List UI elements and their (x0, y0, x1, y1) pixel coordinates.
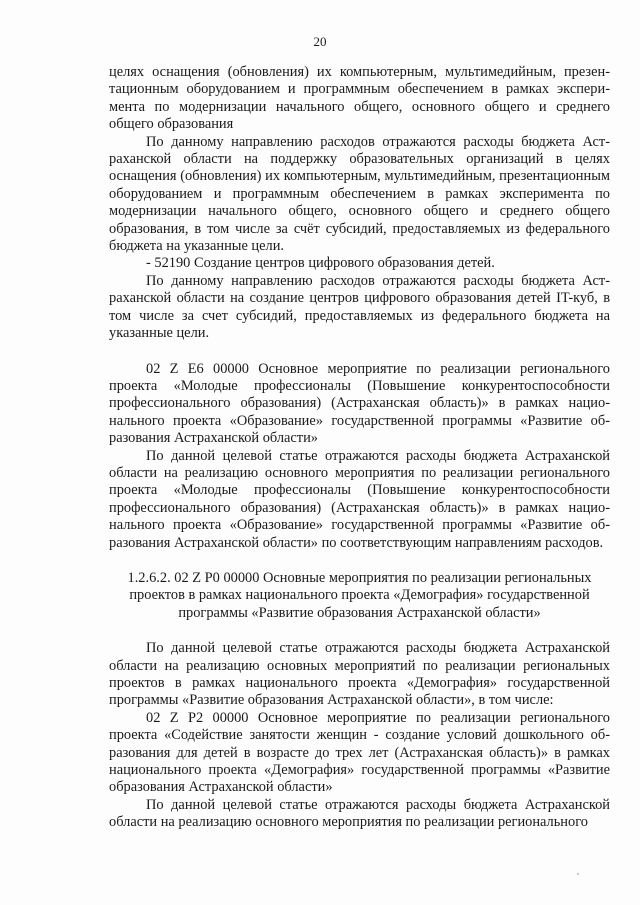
paragraph-article-02ZP2: 02 Z P2 00000 Основное мероприятие по реализации регионального проекта «Содействие занятости женщин - создание условий дошкольного образования для детей в возрасте до трех лет (Астраханская область)» в рамках национального проекта «Демография» государственной программы «Развитие образования Астраханской области» (109, 709, 610, 796)
paragraph-article-02ZE6-description: По данной целевой статье отражаются расходы бюджета Астраханской области на реализацию основного мероприятия по реализации регионального проекта «Молодые профессионалы (Повышение конкурентоспособности профессионального образования) (Астраханская область)» в рамках национального проекта «Образование» государственной программы «Развитие образования Астраханской области» по соответствующим направлениям расходов. (109, 447, 610, 551)
section-heading-line: 1.2.6.2. 02 Z P0 00000 Основные мероприятия по реализации региональных (127, 569, 592, 586)
paragraph-expense-code-52190: - 52190 Создание центров цифрового образования детей. (146, 255, 495, 272)
section-heading-line: проектов в рамках национального проекта «Демография» государственной (129, 587, 590, 604)
paragraph-article-02ZE6: 02 Z E6 00000 Основное мероприятие по реализации регионального проекта «Молодые профессионалы (Повышение конкурентоспособности профессионального образования) (Астраханская область)» в рамках национального проекта «Образование» государственной программы «Развитие образования Астраханской области» (109, 360, 610, 447)
paragraph-expense-direction: По данному направлению расходов отражаются расходы бюджета Астраханской области на поддержку образовательных организаций в целях оснащения (обновления) их компьютерным, мультимедийным, презентационным оборудованием и программным обеспечением в рамках эксперимента по модернизации начального общего, основного общего и среднего общего образования, в том числе за счёт субсидий, предоставляемых из федерального бюджета на указанные цели. (109, 133, 610, 255)
section-heading (109, 570, 610, 622)
paragraph-it-cube: По данному направлению расходов отражаются расходы бюджета Астраханской области на создание центров цифрового образования детей IT-куб, в том числе за счет субсидий, предоставляемых из федерального бюджета на указанные цели. (109, 272, 610, 342)
paragraph-article-02ZP0-description: По данной целевой статье отражаются расходы бюджета Астраханской области на реализацию основных мероприятий по реализации региональных проектов в рамках национального проекта «Демография» государственной программы «Развитие образования Астраханской области», в том числе: (109, 640, 610, 709)
scan-speck (577, 873, 579, 875)
page-number: 20 (313, 34, 327, 49)
section-heading-line: программы «Развитие образования Астраханской области» (178, 604, 541, 621)
document-body (109, 64, 610, 832)
paragraph-article-02ZP2-description: По данной целевой статье отражаются расходы бюджета Астраханской области на реализацию основного мероприятия по реализации регионального (109, 796, 610, 831)
paragraph-continuation: целях оснащения (обновления) их компьютерным, мультимедийным, презентационным оборудованием и программным обеспечением в рамках эксперимента по модернизации начального общего, основного общего и среднего общего образования (109, 64, 610, 133)
